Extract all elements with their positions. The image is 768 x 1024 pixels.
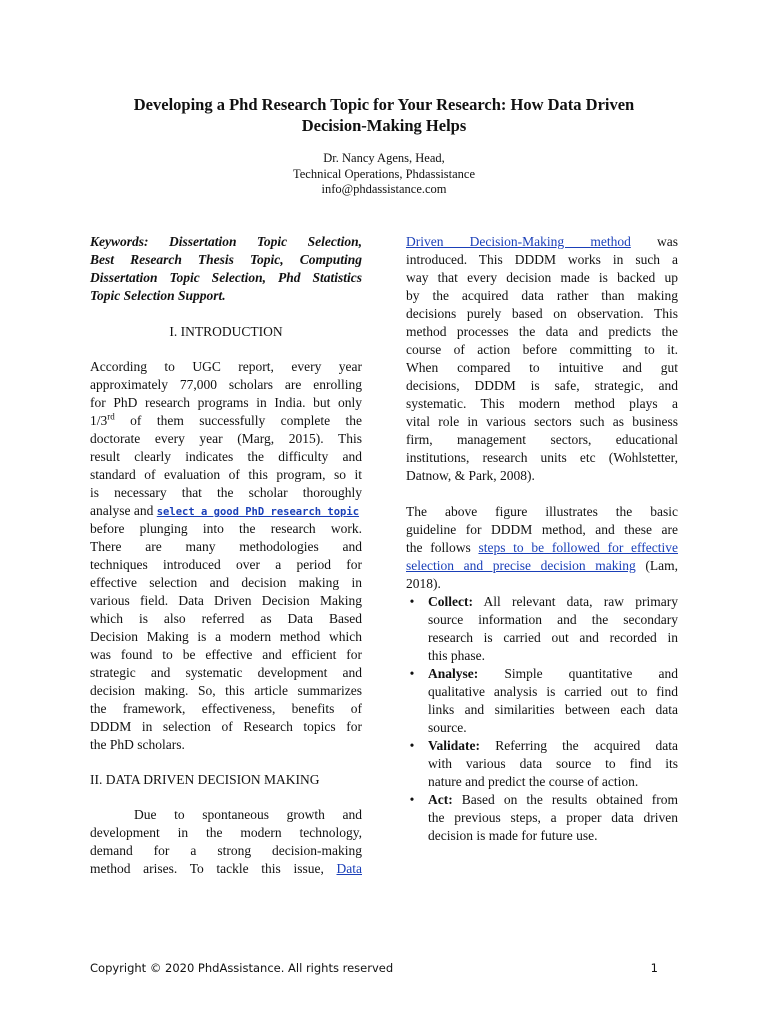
text-line: this phase. [428,648,485,663]
text-line: nature and predict the course of action. [428,774,639,789]
text-line: research is carried out and recorded in [428,630,678,645]
text-line: way that every decision made is backed up [406,270,678,285]
text-line: standard of evaluation of this program, so it [90,467,362,482]
data-driven-link-start[interactable]: Data [336,861,362,876]
page-number: 1 [650,961,658,975]
text-fragment: All relevant data, raw primary [483,594,678,609]
keywords-line: Keywords: Dissertation Topic Selection, [90,234,362,249]
step-term: Collect: [428,594,473,609]
text-line: course of action before committing to it. [406,342,678,357]
bullet-icon: • [409,738,415,753]
section2-heading: II. DATA DRIVEN DECISION MAKING [90,772,320,787]
list-item [406,737,678,791]
bullet-icon: • [409,594,415,609]
dddm-method-link[interactable]: Driven Decision-Making method [406,234,631,249]
keywords-line: Dissertation Topic Selection, Phd Statistics [90,270,362,285]
figure-paragraph [406,503,678,593]
step-term: Analyse: [428,666,479,681]
text-line: source information and the secondary [428,612,678,627]
text-line: systematic. This modern method plays a [406,396,678,411]
text-line [406,539,678,557]
paper-title [80,94,688,136]
text-line: source. [428,720,467,735]
text-line: introduced. This DDDM works in such a [406,252,678,267]
text-line [90,412,362,430]
intro-paragraph [90,358,362,754]
text-fragment: method arises. To tackle this issue, [90,861,324,876]
fraction-superscript: rd [107,411,115,422]
text-line: links and similarities between each data [428,702,678,717]
section2-paragraph [90,806,362,878]
text-line: Due to spontaneous growth and [134,807,362,822]
title-line-2: Decision-Making Helps [301,116,467,135]
text-line: before plunging into the research work. [90,521,362,536]
text-line: demand for a strong decision-making [90,843,362,858]
copyright-text: Copyright © 2020 PhdAssistance. All rights reserved [90,961,394,975]
phd-topic-link[interactable]: select a good PhD research topic [156,506,360,518]
text-line [406,233,678,251]
text-line: which is also referred as Data Based [90,611,362,626]
step-term: Validate: [428,738,481,753]
author-name: Dr. Nancy Agens, Head, [323,151,445,165]
fraction: 1/3 [90,413,108,428]
text-line: Datnow, & Park, 2008). [406,468,535,483]
text-line: the framework, effectiveness, benefits of [90,701,362,716]
text-line: qualitative analysis is carried out to find [428,684,678,699]
text-line: is necessary that the scholar thoroughly [90,485,362,500]
text-line: decisions, DDDM is safe, strategic, and [406,378,678,393]
text-line [428,665,678,683]
text-line: institutions, research units etc (Wohlstetter, [406,450,678,465]
list-item [406,593,678,665]
text-line: decision making. So, this article summarizes [90,683,362,698]
text-line: 2018). [406,576,441,591]
text-line: the PhD scholars. [90,737,185,752]
text-line: When compared to intuitive and gut [406,360,678,375]
text-line: method processes the data and predicts the [406,324,678,339]
dddm-paragraph [406,233,678,485]
right-column [406,233,678,845]
text-line: vital role in various sectors such as business [406,414,678,429]
text-line: was found to be effective and efficient for [90,647,362,662]
bullet-icon: • [409,666,415,681]
text-line: strategic and systematic development and [90,665,362,680]
keywords-line: Best Research Thesis Topic, Computing [90,252,362,267]
author-email: info@phdassistance.com [321,182,447,196]
text-line: techniques introduced over a period for [90,557,362,572]
text-line [90,502,362,520]
list-item [406,791,678,845]
bullet-icon: • [409,792,415,807]
intro-heading: I. INTRODUCTION [169,324,283,339]
author-affiliation: Technical Operations, Phdassistance [292,166,476,181]
steps-list [406,593,678,845]
text-line: There are many methodologies and [90,539,362,554]
text-fragment: of them successfully complete the [130,413,362,428]
text-line [428,791,678,809]
list-item [406,665,678,737]
step-term: Act: [428,792,453,807]
title-line-1: Developing a Phd Research Topic for Your Research: How Data Driven [133,95,635,114]
text-fragment: (Lam, [645,558,678,573]
text-fragment: the follows [406,540,471,555]
text-line: According to UGC report, every year [90,359,362,374]
text-line: guideline for DDDM method, and these are [406,522,678,537]
author-block [160,151,608,198]
steps-link[interactable]: steps to be followed for effective [478,540,678,555]
text-line: The above figure illustrates the basic [406,504,678,519]
text-fragment: Referring the acquired data [495,738,678,753]
text-line [406,557,678,575]
text-fragment: analyse and [90,503,154,518]
steps-link-continued[interactable]: selection and precise decision making [406,558,636,573]
text-fragment: was [657,234,679,249]
text-fragment: Based on the results obtained from [452,792,678,807]
text-line: Decision Making is a modern method which [90,629,362,644]
text-line: effective selection and decision making in [90,575,362,590]
text-line: doctorate every year (Marg, 2015). This [90,431,362,446]
keywords-line: Topic Selection Support. [90,288,226,303]
text-line [90,860,362,878]
text-line [428,593,678,611]
text-line: development in the modern technology, [90,825,362,840]
text-line: result clearly indicates the difficulty and [90,449,362,464]
text-line: for PhD research programs in India. but only [90,395,362,410]
text-line: with various data source to find its [428,756,678,771]
text-line: decisions purely based on observation. This [406,306,678,321]
text-line: DDDM in selection of Research topics for [90,719,362,734]
left-column [90,233,362,878]
text-line: approximately 77,000 scholars are enrolling [90,377,362,392]
text-line: the previous steps, a proper data driven [428,810,678,825]
text-line: various field. Data Driven Decision Making [90,593,362,608]
text-fragment: Simple quantitative and [504,666,678,681]
text-line: by the acquired data rather than making [406,288,678,303]
text-line: decision is made for future use. [428,828,598,843]
text-line: firm, management sectors, educational [406,432,678,447]
keywords-block [90,233,362,305]
text-line [428,737,678,755]
